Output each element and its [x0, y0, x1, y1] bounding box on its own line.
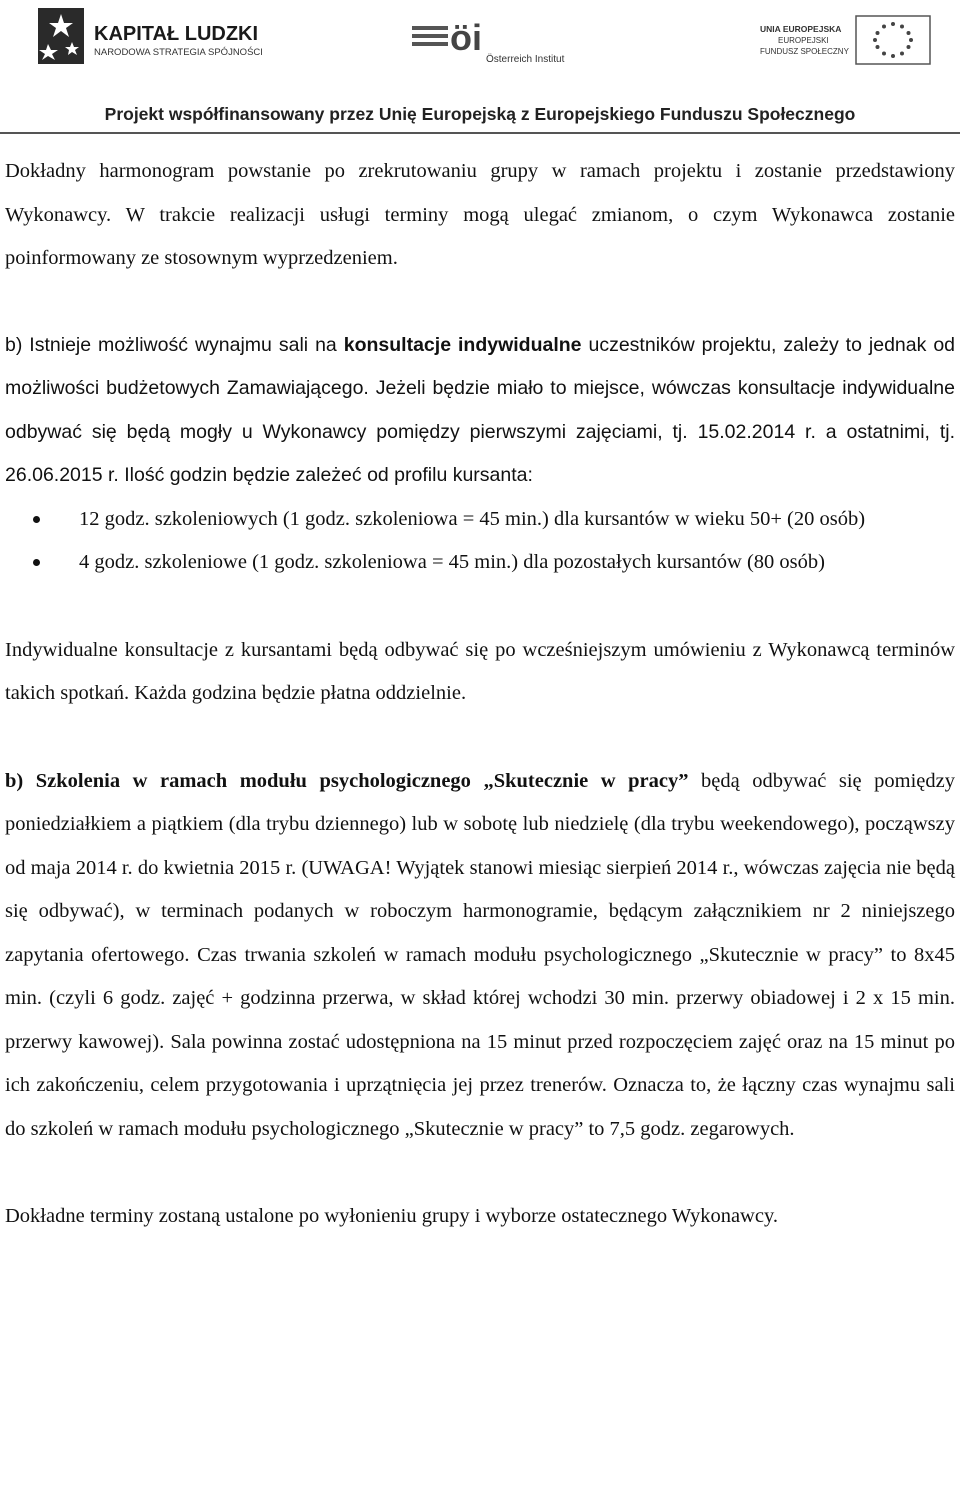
- list-item: 12 godz. szkoleniowych (1 godz. szkoleniowa = 45 min.) dla kursantów w wieku 50+ (20 osób): [5, 498, 955, 542]
- paragraph-individual-consultations: b) Istnieje możliwość wynajmu sali na konsultacje indywidualne uczestników projektu, zależy to jednak od możliwości budżetowych Zamawiającego. Jeżeli będzie miało to miejsce, wówczas konsultacje indywidualne odbywać się będą mogły u Wykonawcy pomiędzy pierwszymi zajęciami, tj. 15.02.2014 r. a ostatnimi, tj. 26.06.2015 r. Ilość godzin będzie zależeć od profilu kursanta:: [5, 333, 956, 486]
- document-body: [5, 150, 955, 1239]
- svg-text:FUNDUSZ SPOŁECZNY: FUNDUSZ SPOŁECZNY: [760, 47, 849, 56]
- funding-statement: Projekt współfinansowany przez Unię Europejską z Europejskiego Funduszu Społecznego: [104, 104, 856, 124]
- svg-text:NARODOWA STRATEGIA SPÓJNOŚCI: NARODOWA STRATEGIA SPÓJNOŚCI: [94, 47, 263, 58]
- document-header: [0, 0, 960, 140]
- svg-text:KAPITAŁ LUDZKI: KAPITAŁ LUDZKI: [94, 23, 259, 45]
- eu-social-fund-logo: [748, 10, 948, 70]
- svg-text:Österreich Institut: Österreich Institut: [486, 54, 565, 65]
- header-divider: [0, 132, 960, 134]
- paragraph-schedule: Dokładny harmonogram powstanie po zrekrutowaniu grupy w ramach projektu i zostanie przedstawiony Wykonawcy. W trakcie realizacji usługi terminy mogą ulegać zmianom, o czym Wykonawca zostanie poinformowany ze stosownym wyprzedzeniem.: [5, 160, 955, 269]
- paragraph-psychological-module: b) Szkolenia w ramach modułu psychologicznego „Skutecznie w pracy” będą odbywać się pomiędzy poniedziałkiem a piątkiem (dla trybu dziennego) lub w sobotę lub niedzielę (dla trybu weekendowego), począwszy od maja 2014 r. do kwietnia 2015 r. (UWAGA! Wyjątek stanowi miesiąc sierpień 2014 r., wówczas zajęcia nie będą się odbywać), w terminach podanych w roboczym harmonogramie, będącym załącznikiem nr 2 niniejszego zapytania ofertowego. Czas trwania szkoleń w ramach modułu psychologicznego „Skutecznie w pracy” to 8x45 min. (czyli 6 godz. zajęć + godzinna przerwa, w skład której wchodzi 30 min. przerwy obiadowej i 2 x 15 min. przerwy kawowej). Sala powinna zostać udostępniona na 15 minut przed rozpoczęciem zajęć oraz na 15 minut po ich zakończeniu, celem przygotowania i uprzątnięcia jej przez trenerów. Oznacza to, że łączny czas wynajmu sali do szkoleń w ramach modułu psychologicznego „Skutecznie w pracy” to 7,5 godz. zegarowych.: [5, 769, 955, 1140]
- svg-text:UNIA EUROPEJSKA: UNIA EUROPEJSKA: [760, 24, 842, 34]
- list-item: 4 godz. szkoleniowe (1 godz. szkoleniowa = 45 min.) dla pozostałych kursantów (80 osób): [5, 541, 955, 585]
- kapital-ludzki-logo: [38, 6, 278, 66]
- svg-text:öi: öi: [450, 17, 482, 58]
- paragraph-consultation-booking: Indywidualne konsultacje z kursantami będą odbywać się po wcześniejszym umówieniu z Wykonawcą terminów takich spotkań. Każda godzina będzie płatna oddzielnie.: [5, 638, 955, 704]
- hours-list: [5, 498, 955, 585]
- paragraph-final-dates: Dokładne terminy zostaną ustalone po wyłonieniu grupy i wyborze ostatecznego Wykonawcy.: [5, 1205, 778, 1227]
- osterreich-institut-logo: [410, 14, 590, 66]
- svg-text:EUROPEJSKI: EUROPEJSKI: [778, 36, 829, 45]
